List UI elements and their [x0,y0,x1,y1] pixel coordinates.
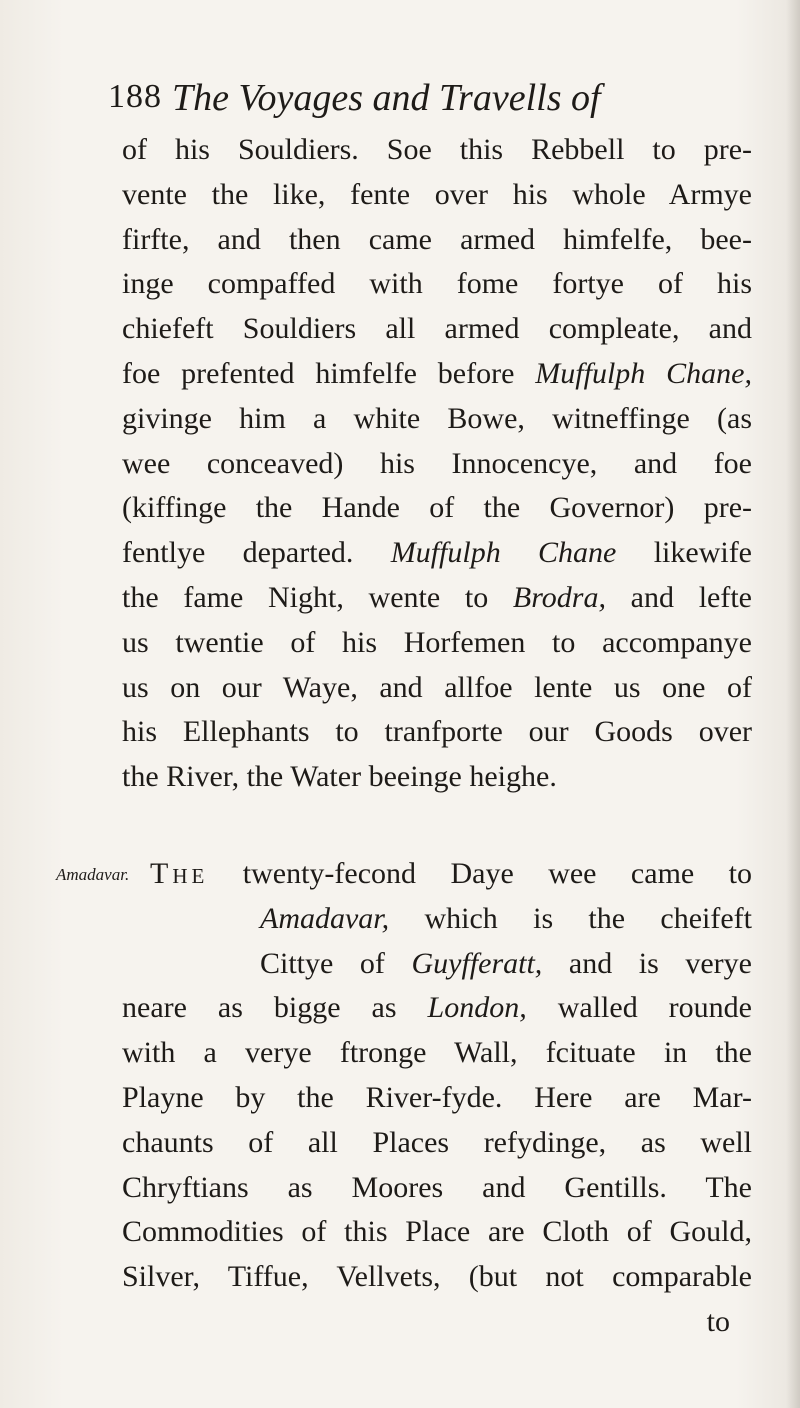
text-line: the River, the Water beeinge heighe. [122,760,557,794]
place-london: London, [427,991,527,1025]
text-span: neare as bigge as [122,991,428,1025]
text-line [122,531,752,576]
text-line [122,897,752,942]
page-edge-shadow [786,0,800,1408]
text-span: twenty-fecond Daye wee came to [208,856,752,890]
text-line: (kiffinge the Hande of the Governor) pre- [122,491,752,525]
small-caps-the: The [150,856,209,890]
paragraph-gap [122,800,752,852]
text-line: Playne by the River-fyde. Here are Mar- [122,1080,752,1114]
text-line: givinge him a white Bowe, witneffinge (as [122,401,752,435]
catchword: to [706,1304,730,1338]
text-line: us on our Waye, and allfoe lente us one of [122,670,752,704]
text-line: of his Souldiers. Soe this Rebbell to pre- [122,133,752,166]
text-line: wee conceaved) his Innocencye, and foe [122,446,752,480]
text-line [122,576,752,621]
body-text [122,128,752,1345]
text-line: firfte, and then came armed himfelfe, bee- [122,222,752,256]
text-line: his Ellephants to tranfporte our Goods over [122,715,752,749]
text-line: Silver, Tiffue, Vellvets, (but not comparable [122,1260,752,1294]
running-title: The Voyages and Travells of [172,77,601,119]
text-span: and is verye [542,946,752,980]
text-span: which is the cheifeft [389,901,752,935]
text-line [122,942,752,987]
margin-note: Amadavar. [56,865,130,884]
text-span: fentlye departed. [122,536,391,570]
text-span: foe prefented himfelfe before [122,356,536,390]
text-line: Commodities of this Place are Cloth of Gould, [122,1215,752,1249]
text-line [122,852,752,897]
text-line [122,352,752,397]
place-amadavar: Amadavar, [260,901,390,935]
text-span: walled rounde [526,991,752,1025]
text-line: inge compaffed with fome fortye of his [122,267,752,301]
text-span: the fame Night, wente to [122,580,513,614]
page-number: 188 [108,78,162,115]
text-line: chaunts of all Places refydinge, as well [122,1125,752,1159]
text-span: Cittye of [260,946,412,980]
text-span: likewife [616,536,752,570]
text-line: Chryftians as Moores and Gentills. The [122,1170,752,1204]
text-line: chiefeft Souldiers all armed compleate, and [122,312,752,346]
text-line: with a verye ftronge Wall, fcituate in the [122,1036,752,1070]
text-line: us twentie of his Horfemen to accompanye [122,625,752,659]
text-line [122,986,752,1031]
page-header [108,70,748,126]
text-span: and lefte [605,580,752,614]
text-line: vente the like, fente over his whole Armye [122,177,752,211]
place-brodra: Brodra, [512,580,606,614]
name-muffulph-chane: Muffulph Chane, [535,356,752,390]
place-guyfferatt: Guyfferatt, [411,946,543,980]
name-muffulph-chane: Muffulph Chane [390,536,617,570]
